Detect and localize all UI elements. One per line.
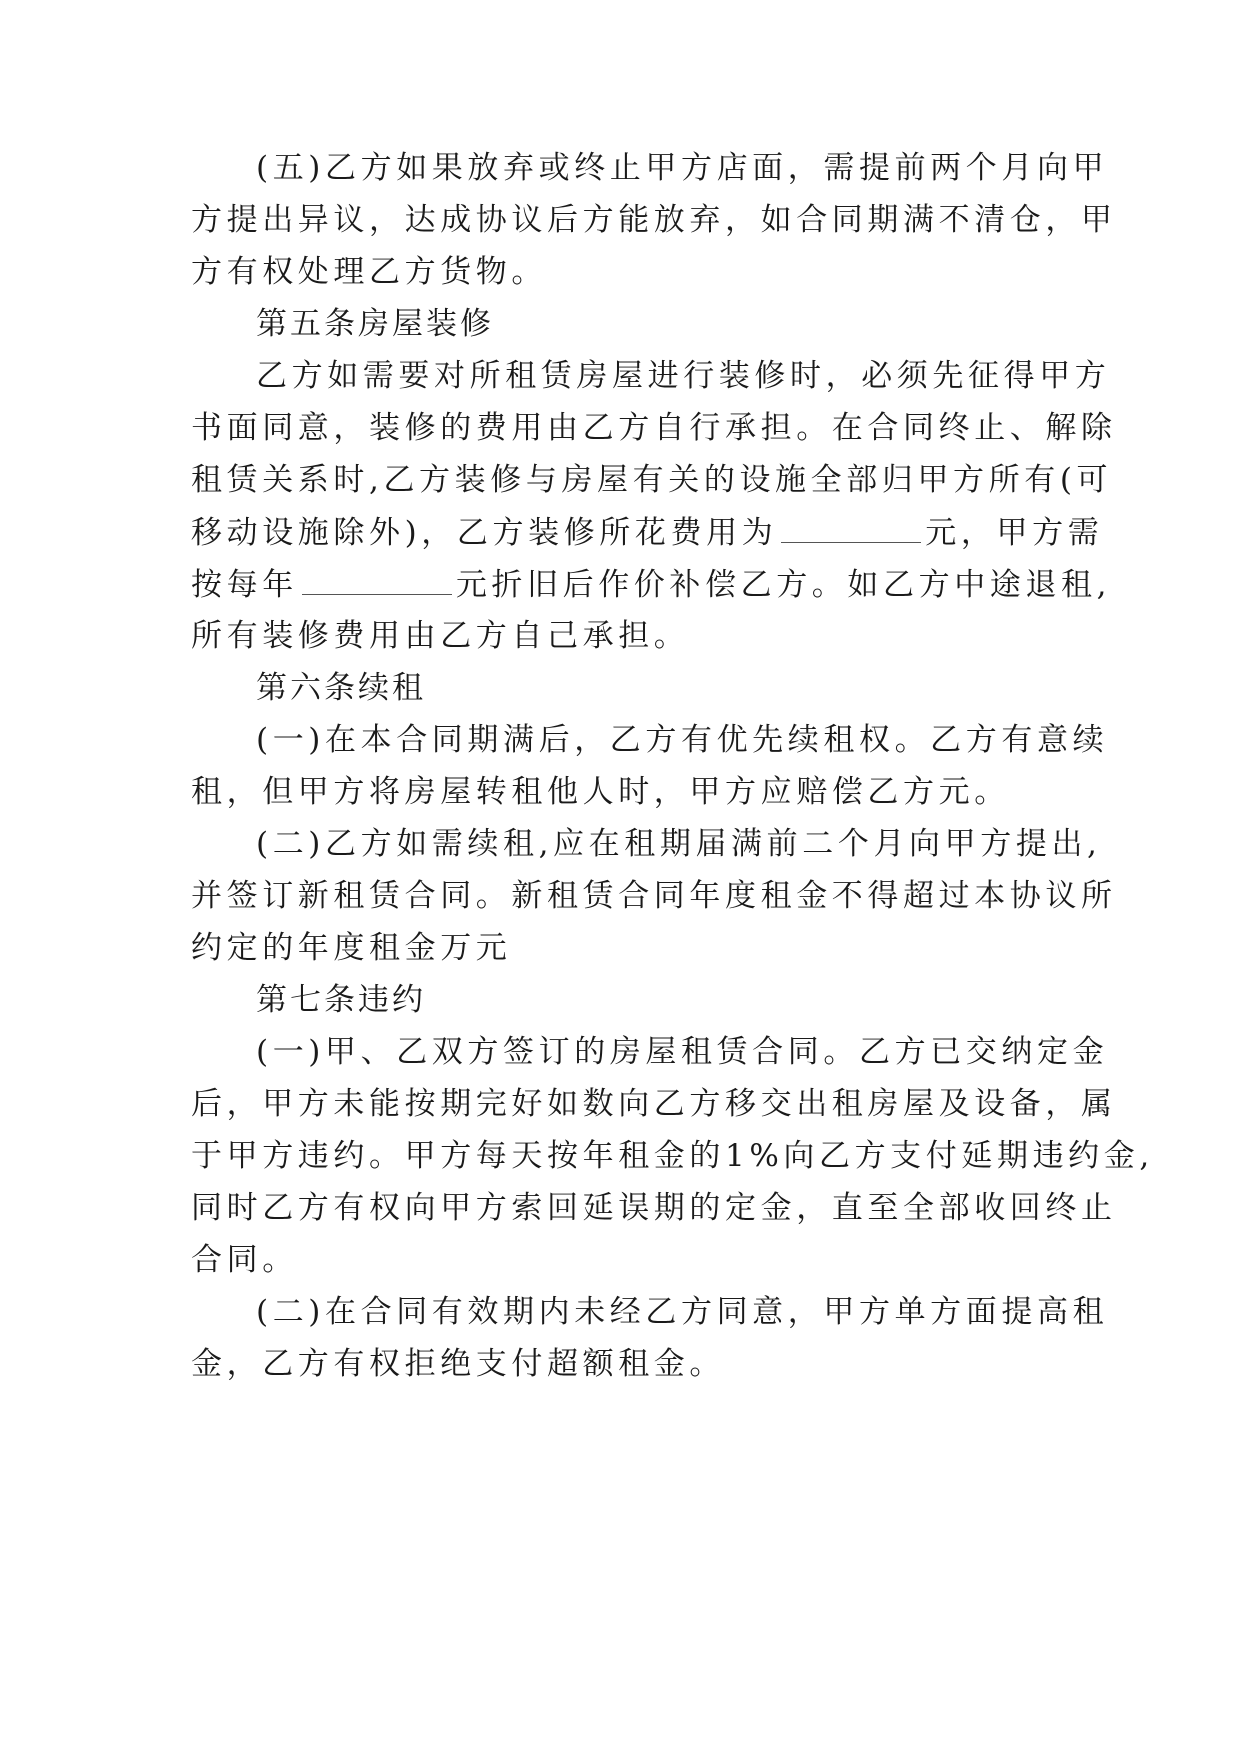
article-5-heading: 第五条房屋装修 [256,306,494,342]
article-7-2-line-2: 金，乙方有权拒绝支付超额租金。 [191,1346,725,1382]
article-5-line-4 [191,512,1104,552]
clause-5-5-line-3: 方有权处理乙方货物。 [191,254,547,290]
clause-5-5-line-2: 方提出异议，达成协议后方能放弃，如合同期满不清仓，甲 [191,202,1117,238]
article-7-1-line-1: (一)甲、乙双方签订的房屋租赁合同。乙方已交纳定金 [256,1034,1109,1070]
article-6-2-line-2: 并签订新租赁合同。新租赁合同年度租金不得超过本协议所 [191,878,1117,914]
article-7-2-line-1: (二)在合同有效期内未经乙方同意，甲方单方面提高租 [256,1294,1109,1330]
article-7-1-line-2: 后，甲方未能按期完好如数向乙方移交出租房屋及设备，属 [191,1086,1117,1122]
article-5-line-5-text-b: 元折旧后作价补偿乙方。如乙方中途退租, [455,567,1112,603]
annual-depreciation-blank [302,564,452,595]
article-5-line-5-text-a: 按每年 [191,567,298,603]
clause-5-5-line-1: (五)乙方如果放弃或终止甲方店面，需提前两个月向甲 [256,150,1109,186]
article-6-heading: 第六条续租 [256,670,426,706]
article-5-line-4-text-a: 移动设施除外)，乙方装修所花费用为 [191,515,778,551]
article-5-line-5 [191,564,1112,604]
article-6-2-line-1: (二)乙方如需续租,应在租期届满前二个月向甲方提出, [256,826,1102,862]
article-7-1-line-5: 合同。 [191,1242,298,1278]
article-5-line-3: 租赁关系时,乙方装修与房屋有关的设施全部归甲方所有(可 [191,462,1113,498]
article-7-heading: 第七条违约 [256,982,426,1018]
article-5-line-6: 所有装修费用由乙方自己承担。 [191,618,690,654]
article-5-line-2: 书面同意，装修的费用由乙方自行承担。在合同终止、解除 [191,410,1117,446]
article-6-1-line-1: (一)在本合同期满后，乙方有优先续租权。乙方有意续 [256,722,1109,758]
article-6-1-line-2: 租，但甲方将房屋转租他人时，甲方应赔偿乙方元。 [191,774,1010,810]
article-7-1-line-3: 于甲方违约。甲方每天按年租金的1%向乙方支付延期违约金, [191,1138,1154,1174]
article-7-1-line-4: 同时乙方有权向甲方索回延误期的定金，直至全部收回终止 [191,1190,1117,1226]
renovation-cost-blank [781,512,921,543]
article-6-2-line-3: 约定的年度租金万元 [191,930,512,966]
article-5-line-1: 乙方如需要对所租赁房屋进行装修时，必须先征得甲方 [256,358,1111,394]
article-5-line-4-text-b: 元，甲方需 [925,515,1104,551]
